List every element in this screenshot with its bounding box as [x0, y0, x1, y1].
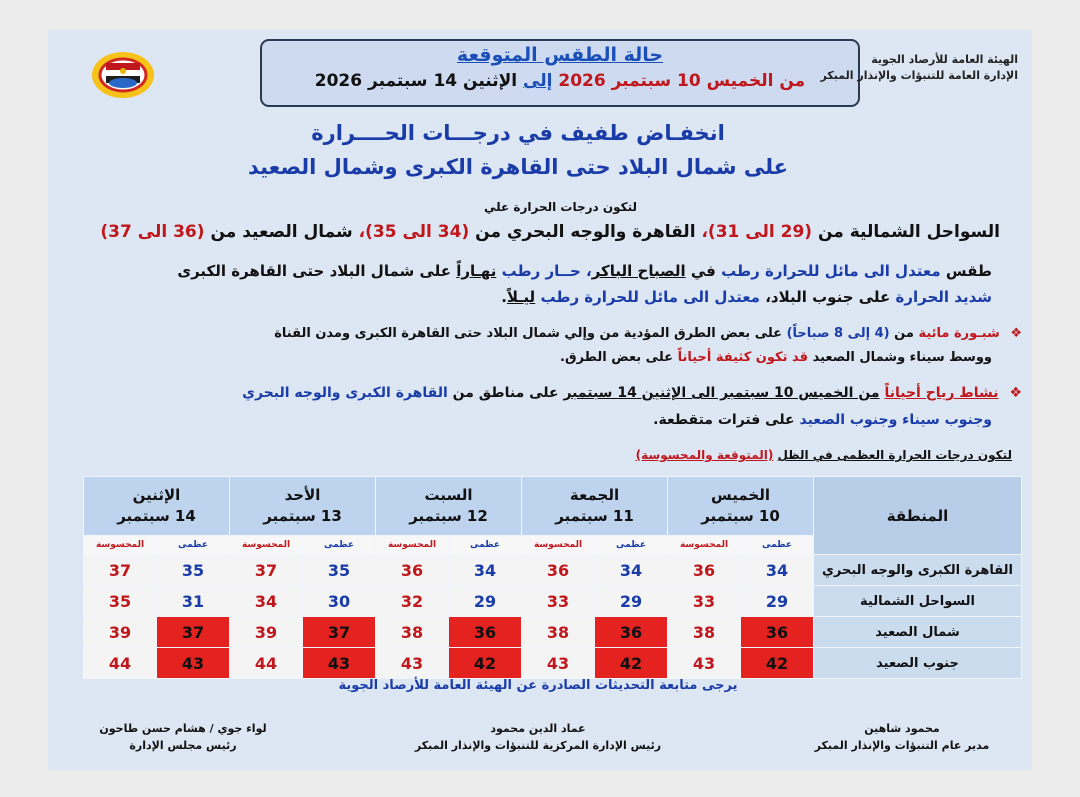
title-box: [260, 39, 860, 107]
felt-temp-cell: 38: [522, 617, 595, 648]
table-caption-paren: (المتوقعة والمحسوسة): [635, 448, 774, 462]
period-to: إلى: [523, 71, 553, 91]
max-subheader: عظمى: [741, 536, 814, 555]
coast-range: (29 الى 31)،: [701, 222, 813, 242]
max-subheader: عظمى: [157, 536, 230, 555]
wind-period: من الخميس 10 سبتمبر الى الإثنين 14 سبتمبر: [563, 385, 880, 401]
wind-title: نشاط رياح أحياناً: [884, 385, 999, 401]
table-header-row: [84, 477, 1022, 536]
felt-temp-cell: 38: [376, 617, 449, 648]
felt-temp-cell: 37: [230, 555, 303, 586]
fog-line-1: [274, 326, 1022, 341]
day-name: الجمعة: [569, 486, 620, 504]
fog-text: على بعض الطرق.: [560, 350, 674, 365]
max-temp-cell: 37: [303, 617, 376, 648]
table-caption-text: لتكون درجات الحرارة العظمى في الظل: [777, 448, 1012, 462]
fog-text: من: [894, 326, 914, 341]
felt-temp-cell: 43: [668, 648, 741, 679]
region-name: القاهرة الكبرى والوجه البحري: [814, 555, 1022, 586]
desc-night: ليـلاً: [506, 288, 536, 306]
felt-temp-cell: 36: [522, 555, 595, 586]
fog-hours: (4 إلى 8 صباحاً): [786, 326, 890, 341]
day-date: 13 سبتمبر: [263, 507, 342, 525]
max-subheader: عظمى: [303, 536, 376, 555]
signatory-title: رئيس مجلس الإدارة: [129, 739, 237, 752]
max-temp-cell: 34: [741, 555, 814, 586]
table-row: [84, 555, 1022, 586]
period-end: الإثنين 14 سبتمبر 2026: [314, 71, 518, 91]
desc-very-hot: شديد الحرارة: [895, 288, 992, 306]
max-subheader: عظمى: [595, 536, 668, 555]
max-temp-cell: 36: [449, 617, 522, 648]
felt-temp-cell: 33: [522, 586, 595, 617]
day-header: [230, 477, 376, 536]
max-temp-cell: 42: [595, 648, 668, 679]
max-temp-cell: 34: [595, 555, 668, 586]
region-name: جنوب الصعيد: [814, 648, 1022, 679]
signatory-title: مدير عام التنبؤات والإنذار المبكر: [814, 739, 990, 752]
updates-notice: يرجى متابعة التحديثات الصادرة عن الهيئة العامة للأرصاد الجوية: [338, 678, 738, 693]
day-date: 12 سبتمبر: [409, 507, 488, 525]
felt-temp-cell: 36: [376, 555, 449, 586]
org-line-2: الإدارة العامة للتنبؤات والإنذار المبكر: [820, 69, 1018, 82]
table-caption: [636, 448, 1012, 462]
felt-temp-cell: 33: [668, 586, 741, 617]
desc-text: على شمال البلاد حتى القاهرة الكبرى: [177, 262, 452, 280]
desc-text: في: [690, 262, 716, 280]
org-line-1: الهيئة العامة للأرصاد الجوية: [871, 53, 1018, 66]
desc-text: طقس: [945, 262, 992, 280]
desc-mild: معتدل الى مائل للحرارة رطب: [721, 262, 941, 280]
felt-temp-cell: 43: [522, 648, 595, 679]
signatory-title: رئيس الإدارة المركزية للتنبؤات والإنذار المبكر: [414, 739, 662, 752]
ema-logo-icon: [90, 50, 156, 100]
fog-title: شبـورة مائية: [918, 326, 1000, 341]
felt-temp-cell: 43: [376, 648, 449, 679]
coast-label: السواحل الشمالية من: [817, 222, 1000, 242]
desc-early-morning: الصباح الباكر: [591, 262, 686, 280]
temperature-table: [83, 476, 1022, 679]
felt-temp-cell: 44: [230, 648, 303, 679]
bullet-icon: ❖: [1009, 385, 1022, 401]
weather-desc-line-1: [177, 262, 992, 280]
forecast-sheet: [48, 30, 1032, 770]
day-header: [668, 477, 814, 536]
period-start: من الخميس 10 سبتمبر 2026: [558, 71, 806, 91]
max-temp-cell: 42: [449, 648, 522, 679]
region-column-header: المنطقة: [814, 477, 1022, 555]
felt-temp-cell: 44: [84, 648, 157, 679]
day-name: الخميس: [711, 486, 770, 504]
day-header: [84, 477, 230, 536]
upper-label: شمال الصعيد من: [210, 222, 353, 242]
day-date: 10 سبتمبر: [701, 507, 780, 525]
temps-intro-label: لتكون درجات الحرارة علي: [483, 200, 637, 214]
signatory-name: عماد الدين محمود: [490, 722, 586, 735]
wind-line-2: [653, 412, 992, 428]
table-row: [84, 617, 1022, 648]
wind-text: على مناطق من: [452, 385, 559, 401]
wind-region: وجنوب سيناء وجنوب الصعيد: [799, 412, 992, 428]
felt-subheader: المحسوسة: [376, 536, 449, 555]
day-header: [522, 477, 668, 536]
max-temp-cell: 43: [303, 648, 376, 679]
fog-text: على بعض الطرق المؤدية من وإلي شمال البلاد حتى القاهرة الكبرى ومدن القناة: [274, 326, 783, 341]
day-date: 14 سبتمبر: [117, 507, 196, 525]
max-temp-cell: 29: [595, 586, 668, 617]
felt-temp-cell: 35: [84, 586, 157, 617]
max-temp-cell: 37: [157, 617, 230, 648]
felt-temp-cell: 37: [84, 555, 157, 586]
signature-right: [792, 720, 1012, 754]
max-temp-cell: 36: [595, 617, 668, 648]
max-temp-cell: 35: [157, 555, 230, 586]
felt-temp-cell: 36: [668, 555, 741, 586]
fog-line-2: [560, 350, 992, 365]
signature-center: [388, 720, 688, 754]
max-temp-cell: 31: [157, 586, 230, 617]
desc-period: .: [501, 288, 507, 306]
max-temp-cell: 34: [449, 555, 522, 586]
region-name: شمال الصعيد: [814, 617, 1022, 648]
headline-line-1: انخفـاض طفيف في درجـــات الحــــرارة: [311, 121, 725, 145]
felt-subheader: المحسوسة: [668, 536, 741, 555]
wind-region: القاهرة الكبرى والوجه البحري: [242, 385, 448, 401]
felt-temp-cell: 34: [230, 586, 303, 617]
signatory-name: محمود شاهين: [864, 722, 940, 735]
fog-text: ووسط سيناء وشمال الصعيد: [812, 350, 992, 365]
max-temp-cell: 29: [449, 586, 522, 617]
max-temp-cell: 30: [303, 586, 376, 617]
max-temp-cell: 43: [157, 648, 230, 679]
day-name: السبت: [424, 486, 473, 504]
signatory-name: لواء جوي / هشام حسن طاحون: [99, 722, 267, 735]
table-row: [84, 586, 1022, 617]
max-subheader: عظمى: [449, 536, 522, 555]
region-name: السواحل الشمالية: [814, 586, 1022, 617]
desc-daytime: نهـاراً: [456, 262, 497, 280]
max-temp-cell: 36: [741, 617, 814, 648]
cairo-range: (34 الى 35)،: [358, 222, 470, 242]
signature-left: [88, 720, 278, 754]
fog-dense: قد تكون كثيفة أحياناً: [677, 350, 809, 365]
day-name: الأحد: [284, 486, 321, 504]
max-temp-cell: 29: [741, 586, 814, 617]
cairo-label: القاهرة والوجه البحري من: [475, 222, 696, 242]
wind-text: على فترات متقطعة.: [653, 412, 795, 428]
forecast-period: [262, 71, 858, 91]
felt-temp-cell: 38: [668, 617, 741, 648]
max-temp-cell: 35: [303, 555, 376, 586]
bullet-icon: ❖: [1010, 326, 1022, 341]
felt-temp-cell: 32: [376, 586, 449, 617]
felt-temp-cell: 39: [230, 617, 303, 648]
temps-intro-ranges: [100, 222, 1000, 242]
desc-hot: ، حــار رطب: [501, 262, 592, 280]
desc-mild-night: معتدل الى مائل للحرارة رطب: [540, 288, 760, 306]
desc-text: على جنوب البلاد،: [765, 288, 891, 306]
felt-subheader: المحسوسة: [84, 536, 157, 555]
headline-line-2: على شمال البلاد حتى القاهرة الكبرى وشمال الصعيد: [247, 155, 788, 179]
day-date: 11 سبتمبر: [555, 507, 634, 525]
page-title: حالة الطقس المتوقعة: [456, 44, 664, 66]
felt-temp-cell: 39: [84, 617, 157, 648]
felt-subheader: المحسوسة: [230, 536, 303, 555]
weather-desc-line-2: [501, 288, 992, 306]
organization-name: [821, 52, 1018, 84]
max-temp-cell: 42: [741, 648, 814, 679]
felt-subheader: المحسوسة: [522, 536, 595, 555]
table-row: [84, 648, 1022, 679]
day-header: [376, 477, 522, 536]
day-name: الإثنين: [132, 486, 181, 504]
upper-range: (36 الى 37): [100, 222, 205, 242]
wind-line-1: [242, 385, 1022, 401]
